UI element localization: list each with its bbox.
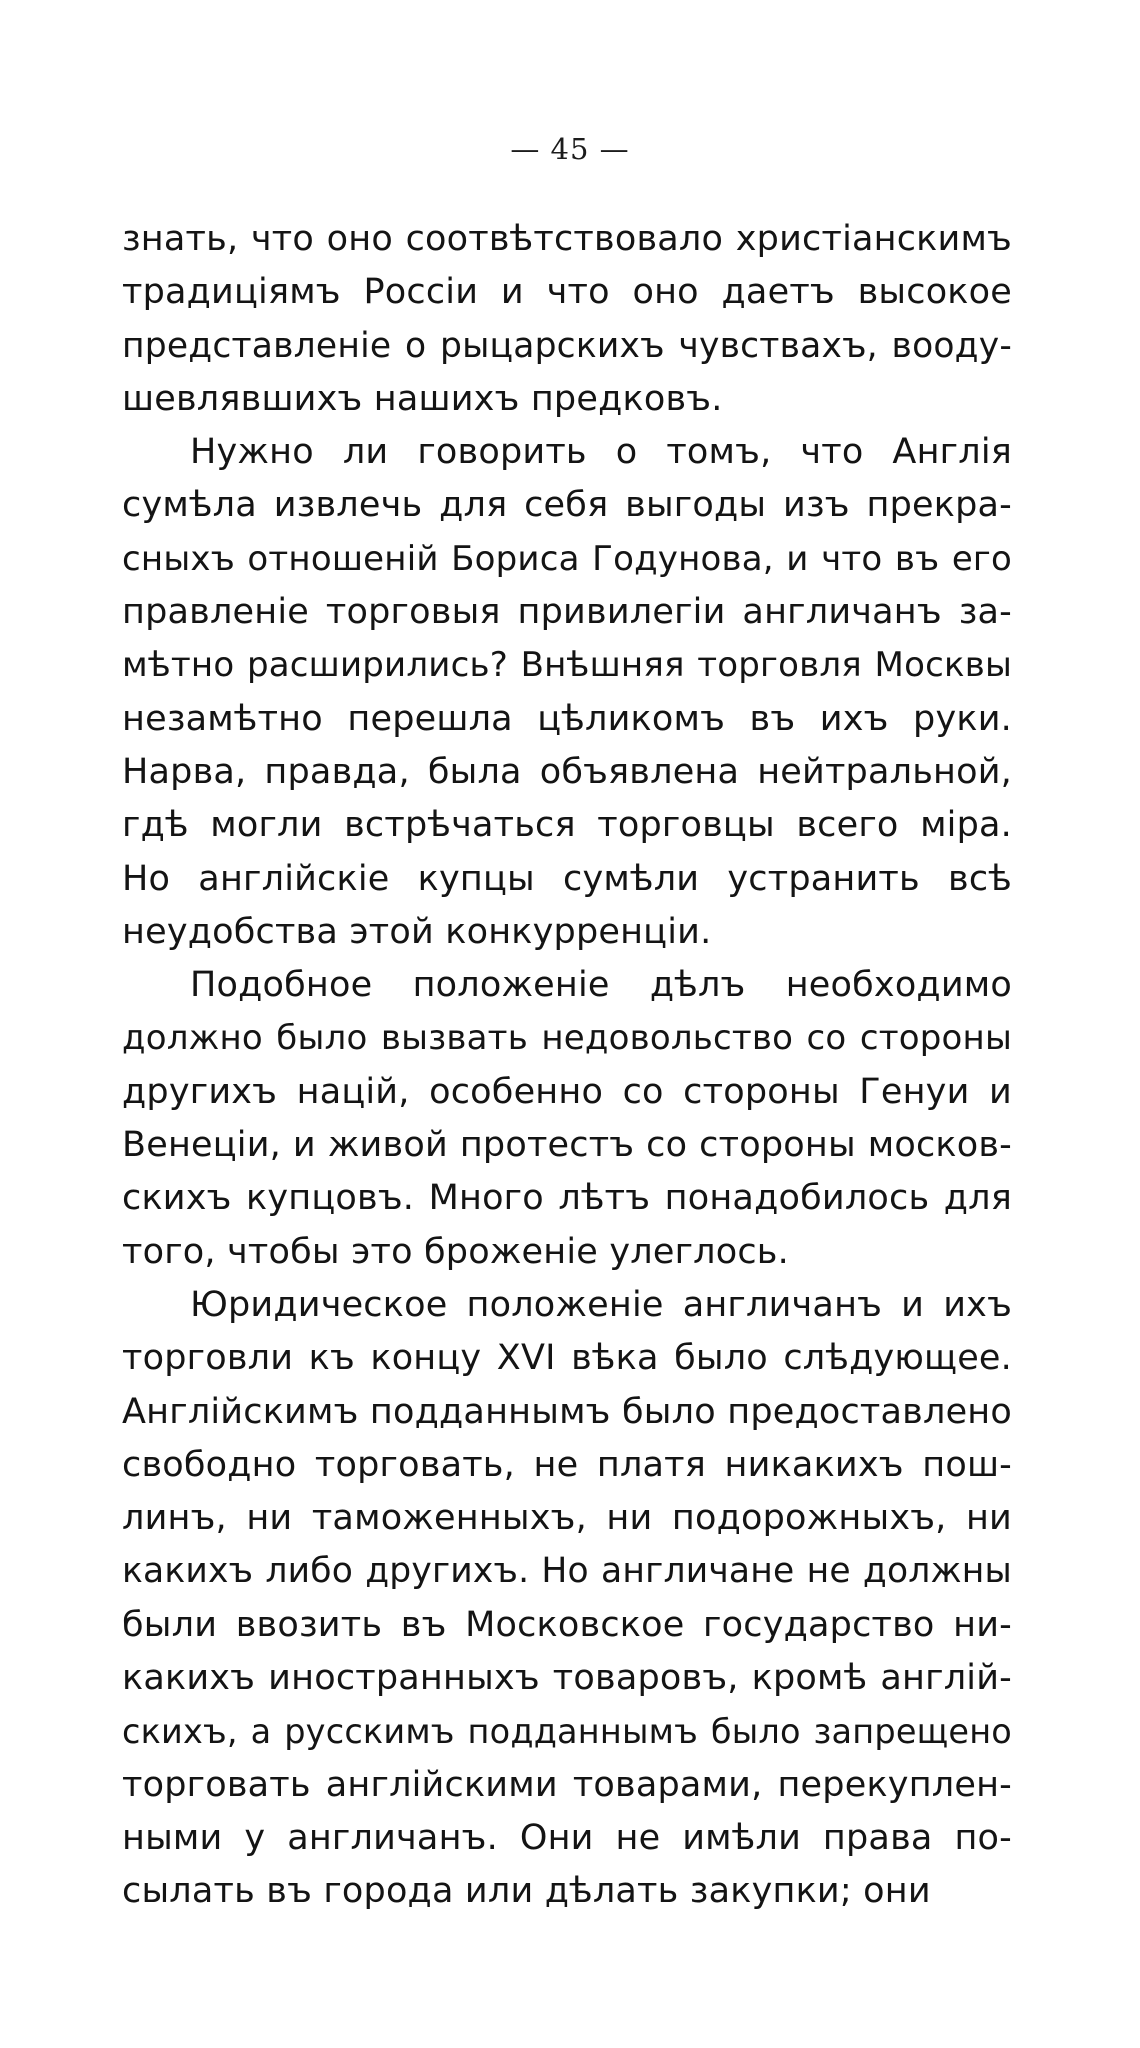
text-line: Но англійскіе купцы сумѣли устранить всѣ — [122, 858, 1012, 899]
text-line: торговать англійскими товарами, перекуплен- — [122, 1764, 1012, 1805]
text-line: незамѣтно перешла цѣликомъ въ ихъ руки. — [122, 698, 1012, 739]
text-line: того, чтобы это броженіе улеглось. — [122, 1231, 789, 1272]
text-line: должно было вызвать недовольство со стороны — [122, 1018, 1012, 1059]
text-line: сныхъ отношеній Бориса Годунова, и что въ его — [122, 538, 1012, 579]
text-line: Юридическое положеніе англичанъ и ихъ — [190, 1284, 1012, 1325]
text-line: гдѣ могли встрѣчаться торговцы всего міра. — [122, 805, 1012, 846]
text-line: Нарва, правда, была объявлена нейтральной, — [122, 751, 1012, 792]
text-line: мѣтно расширились? Внѣшняя торговля Москвы — [122, 645, 1012, 686]
text-line: сылать въ города или дѣлать закупки; они — [122, 1871, 931, 1912]
text-line: правленіе торговыя привилегіи англичанъ за- — [122, 592, 1012, 633]
text-line: какихъ иностранныхъ товаровъ, кромѣ англій- — [122, 1658, 1012, 1699]
text-line: линъ, ни таможенныхъ, ни подорожныхъ, ни — [122, 1498, 1012, 1539]
page-number: — 45 — — [510, 132, 630, 166]
text-line: Нужно ли говорить о томъ, что Англія — [190, 432, 1012, 473]
paragraph — [122, 1279, 1012, 1919]
body-text — [122, 213, 1012, 1919]
paragraph — [122, 426, 1012, 959]
text-line: неудобства этой конкурренціи. — [122, 911, 712, 952]
text-line: другихъ націй, особенно со стороны Генуи и — [122, 1071, 1012, 1112]
text-line: представленіе о рыцарскихъ чувствахъ, вооду- — [122, 325, 1012, 366]
paragraph — [122, 213, 1012, 426]
text-line: традиціямъ Россіи и что оно даетъ высокое — [122, 272, 1012, 313]
text-line: свободно торговать, не платя никакихъ пош- — [122, 1444, 1012, 1485]
text-line: Англійскимъ подданнымъ было предоставлено — [122, 1391, 1012, 1432]
text-line: знать, что оно соотвѣтствовало христіанскимъ — [122, 219, 1012, 259]
text-line: были ввозить въ Московское государство ни- — [122, 1604, 1012, 1645]
text-line: какихъ либо другихъ. Но англичане не должны — [122, 1551, 1012, 1592]
text-line: Подобное положеніе дѣлъ необходимо — [190, 965, 1012, 1006]
text-line: скихъ, а русскимъ подданнымъ было запрещено — [122, 1712, 1012, 1752]
text-line: шевлявшихъ нашихъ предковъ. — [122, 378, 723, 419]
text-line: скихъ купцовъ. Много лѣтъ понадобилось для — [122, 1178, 1012, 1219]
paragraph — [122, 959, 1012, 1279]
text-line: сумѣла извлечь для себя выгоды изъ прекра- — [122, 485, 1012, 526]
text-line: Венеціи, и живой протестъ со стороны москов- — [122, 1125, 1012, 1166]
text-line: торговли къ концу XVI вѣка было слѣдующее. — [122, 1338, 1012, 1379]
text-line: ными у англичанъ. Они не имѣли права по- — [122, 1817, 1012, 1858]
